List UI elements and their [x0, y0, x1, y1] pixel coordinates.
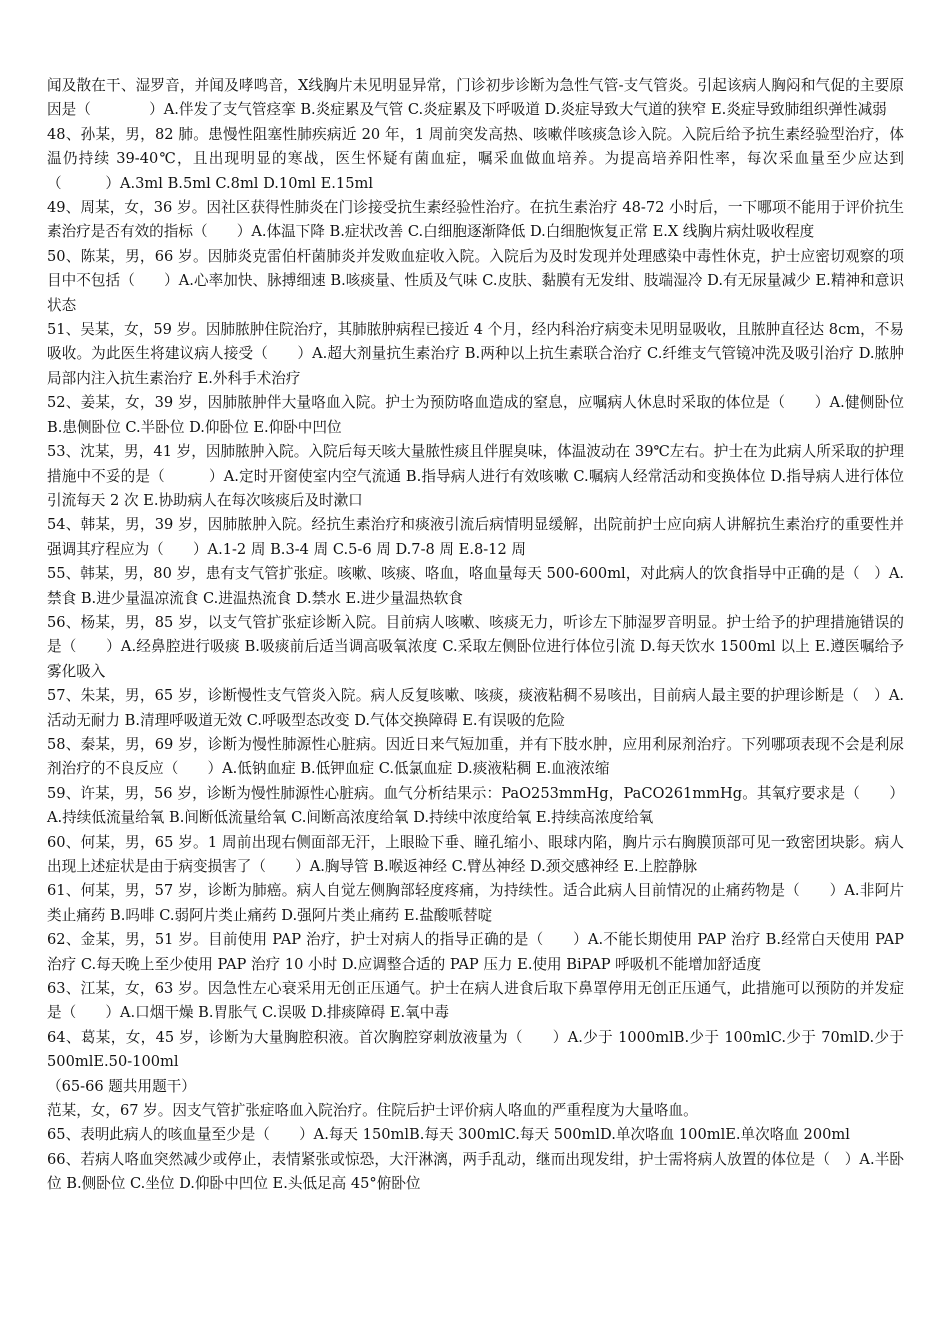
question-56: 56、杨某，男，85 岁，以支气管扩张症诊断入院。目前病人咳嗽、咳痰无力，听诊左下肺湿罗音明显。护士给予的护理措施错误的是（ ）A.经鼻腔进行吸痰 B.吸痰前后适当调高吸氧浓度 C.采取左侧卧位进行体位引流 D.每天饮水 1500ml 以上 E.遵医嘱给予雾化吸入 [47, 613, 904, 680]
question-52: 52、姜某，女，39 岁，因肺脓肿伴大量咯血入院。护士为预防咯血造成的窒息，应嘱病人休息时采取的体位是（ ）A.健侧卧位 B.患侧卧位 C.半卧位 D.仰卧位 E.仰卧中凹位 [47, 394, 904, 436]
question-61: 61、何某，男，57 岁，诊断为肺癌。病人自觉左侧胸部轻度疼痛，为持续性。适合此病人目前情况的止痛药物是（ ）A.非阿片类止痛药 B.吗啡 C.弱阿片类止痛药 D.强阿片类止痛药 E.盐酸哌替啶 [47, 882, 904, 924]
question-65: 65、表明此病人的咳血量至少是（ ）A.每天 150mlB.每天 300mlC.每天 500mlD.单次咯血 100mlE.单次咯血 200ml [47, 1126, 850, 1144]
shared-stem-text: 范某，女，67 岁。因支气管扩张症咯血入院治疗。住院后护士评价病人咯血的严重程度为大量咯血。 [47, 1102, 698, 1120]
question-63: 63、江某，女，63 岁。因急性左心衰采用无创正压通气。护士在病人进食后取下鼻罩停用无创正压通气，此措施可以预防的并发症是（ ）A.口烟干燥 B.胃胀气 C.误吸 D.排痰障碍 E.氧中毒 [47, 980, 904, 1022]
question-53: 53、沈某，男，41 岁，因肺脓肿入院。入院后每天咳大量脓性痰且伴腥臭味，体温波动在 39℃左右。护士在为此病人所采取的护理措施中不妥的是（ ）A.定时开窗使室内空气流通 B.指导病人进行有效咳嗽 C.嘱病人经常活动和变换体位 D.指导病人进行体位引流每天 2 次 E.协助病人在每次咳痰后及时漱口 [47, 443, 904, 509]
question-57: 57、朱某，男，65 岁，诊断慢性支气管炎入院。病人反复咳嗽、咳痰，痰液粘稠不易咳出，目前病人最主要的护理诊断是（ ）A.活动无耐力 B.清理呼吸道无效 C.呼吸型态改变 D.气体交换障碍 E.有误吸的危险 [47, 687, 904, 729]
question-47-continuation: 闻及散在干、湿罗音，并闻及哮鸣音，X线胸片未见明显异常，门诊初步诊断为急性气管-支气管炎。引起该病人胸闷和气促的主要原因是（ ）A.伴发了支气管痉挛 B.炎症累及气管 C.炎症累及下呼吸道 D.炎症导致大气道的狭窄 E.炎症导致肺组织弹性减弱 [47, 77, 904, 119]
shared-stem-heading: （65-66 题共用题干） [47, 1077, 196, 1095]
question-59: 59、许某，男，56 岁，诊断为慢性肺源性心脏病。血气分析结果示：PaO253mmHg，PaCO261mmHg。其氧疗要求是（ ）A.持续低流量给氧 B.间断低流量给氧 C.间断高浓度给氧 D.持续中浓度给氧 E.持续高浓度给氧 [47, 784, 904, 827]
question-55: 55、韩某，男，80 岁，患有支气管扩张症。咳嗽、咳痰、咯血，咯血量每天 500-600ml，对此病人的饮食指导中正确的是（ ）A.禁食 B.进少量温凉流食 C.进温热流食 D.禁水 E.进少量温热软食 [47, 565, 904, 607]
question-51: 51、吴某，女，59 岁。因肺脓肿住院治疗，其肺脓肿病程已接近 4 个月，经内科治疗病变未见明显吸收，且脓肿直径达 8cm，不易吸收。为此医生将建议病人接受（ ）A.超大剂量抗生素治疗 B.两种以上抗生素联合治疗 C.纤维支气管镜冲洗及吸引治疗 D.脓肿局部内注入抗生素治疗 E.外科手术治疗 [47, 321, 904, 387]
question-62: 62、金某，男，51 岁。目前使用 PAP 治疗，护士对病人的指导正确的是（ ）A.不能长期使用 PAP 治疗 B.经常白天使用 PAP 治疗 C.每天晚上至少使用 PAP 治疗 10 小时 D.应调整合适的 PAP 压力 E.使用 BiPAP 呼吸机不能增加舒适度 [47, 931, 904, 973]
question-60: 60、何某，男，65 岁。1 周前出现右侧面部无汗，上眼睑下垂、瞳孔缩小、眼球内陷，胸片示右胸膜顶部可见一致密团块影。病人出现上述症状是由于病变损害了（ ）A.胸导管 B.喉返神经 C.臂丛神经 D.颈交感神经 E.上腔静脉 [47, 833, 904, 875]
question-64: 64、葛某，女，45 岁，诊断为大量胸腔积液。首次胸腔穿刺放液量为（ ）A.少于 1000mlB.少于 100mlC.少于 70mlD.少于 500mlE.50-100ml [47, 1028, 904, 1071]
question-48: 48、孙某，男，82 肺。患慢性阻塞性肺疾病近 20 年，1 周前突发高热、咳嗽伴咳痰急诊入院。入院后给予抗生素经验型治疗，体温仍持续 39-40℃，且出现明显的寒战，医生怀疑有菌血症，嘱采血做血培养。为提高培养阳性率，每次采血量至少应达到（ ）A.3ml B.5ml C.8ml D.10ml E.15ml [47, 125, 904, 192]
question-50: 50、陈某，男，66 岁。因肺炎克雷伯杆菌肺炎并发败血症收入院。入院后为及时发现并处理感染中毒性休克，护士应密切观察的项目中不包括（ ）A.心率加快、脉搏细速 B.咳痰量、性质及气味 C.皮肤、黏膜有无发绀、肢端湿冷 D.有无尿量减少 E.精神和意识状态 [47, 247, 904, 314]
question-54: 54、韩某，男，39 岁，因肺脓肿入院。经抗生素治疗和痰液引流后病情明显缓解，出院前护士应向病人讲解抗生素治疗的重要性并强调其疗程应为（ ）A.1-2 周 B.3-4 周 C.5-6 周 D.7-8 周 E.8-12 周 [47, 516, 904, 558]
question-66: 66、若病人咯血突然减少或停止，表情紧张或惊恐，大汗淋漓，两手乱动，继而出现发绀，护士需将病人放置的体位是（ ）A.半卧位 B.侧卧位 C.坐位 D.仰卧中凹位 E.头低足高 45°俯卧位 [47, 1150, 904, 1193]
question-58: 58、秦某，男，69 岁，诊断为慢性肺源性心脏病。因近日来气短加重，并有下肢水肿，应用利尿剂治疗。下列哪项表现不会是利尿剂治疗的不良反应（ ）A.低钠血症 B.低钾血症 C.低氯血症 D.痰液粘稠 E.血液浓缩 [47, 735, 904, 778]
question-49: 49、周某，女，36 岁。因社区获得性肺炎在门诊接受抗生素经验性治疗。在抗生素治疗 48-72 小时后，一下哪项不能用于评价抗生素治疗是否有效的指标（ ）A.体温下降 B.症状改善 C.白细胞逐渐降低 D.白细胞恢复正常 E.X 线胸片病灶吸收程度 [47, 199, 904, 241]
